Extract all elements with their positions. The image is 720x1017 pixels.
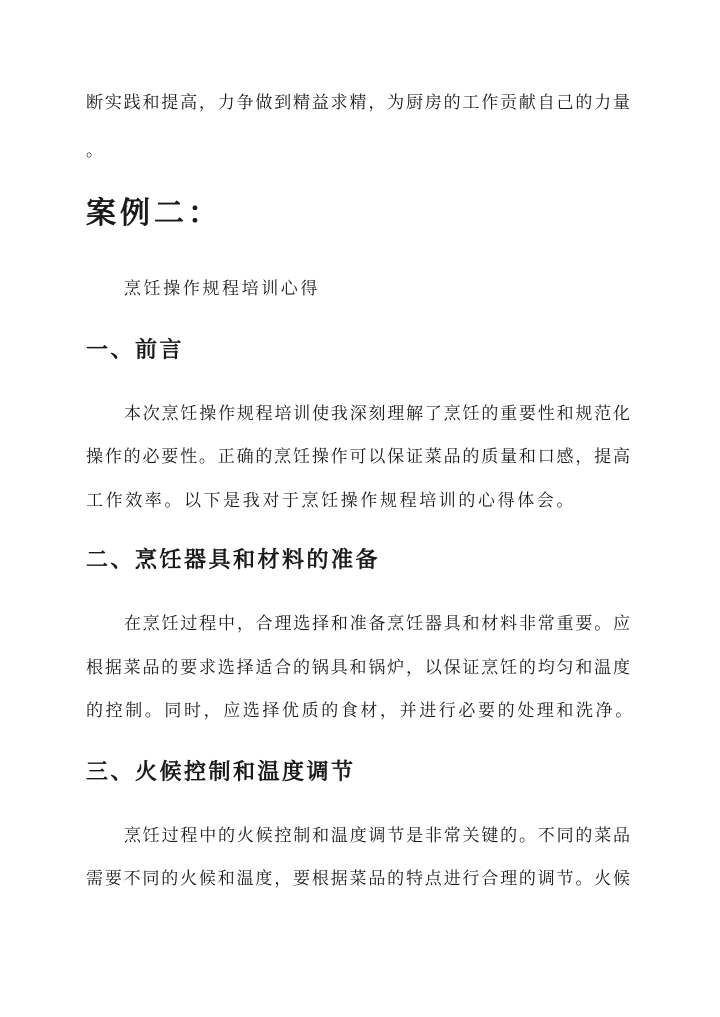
paragraph-line: 操作的必要性。正确的烹饪操作可以保证菜品的质量和口感，提高 [86, 447, 630, 467]
paragraph-line: 在烹饪过程中，合理选择和准备烹饪器具和材料非常重要。应 [124, 614, 630, 634]
paragraph-line: 需要不同的火候和温度，要根据菜品的特点进行合理的调节。火候 [86, 869, 630, 889]
case-title: 案例二： [86, 196, 222, 231]
paragraph-line: 本次烹饪操作规程培训使我深刻理解了烹饪的重要性和规范化 [124, 404, 630, 424]
document-subtitle: 烹饪操作规程培训心得 [124, 279, 320, 299]
paragraph-line: 断实践和提高，力争做到精益求精，为厨房的工作贡献自己的力量 [86, 93, 630, 113]
section-heading: 三、火候控制和温度调节 [86, 759, 356, 785]
section-heading: 二、烹饪器具和材料的准备 [86, 547, 381, 573]
paragraph-line: 的控制。同时，应选择优质的食材，并进行必要的处理和洗净。 [86, 701, 635, 721]
paragraph-line: 根据菜品的要求选择适合的锅具和锅炉，以保证烹饪的均匀和温度 [86, 658, 630, 678]
paragraph-line: 。 [86, 141, 106, 161]
section-heading: 一、前言 [86, 337, 185, 363]
paragraph-line: 工作效率。以下是我对于烹饪操作规程培训的心得体会。 [86, 491, 576, 511]
paragraph-line: 烹饪过程中的火候控制和温度调节是非常关键的。不同的菜品 [124, 826, 630, 846]
